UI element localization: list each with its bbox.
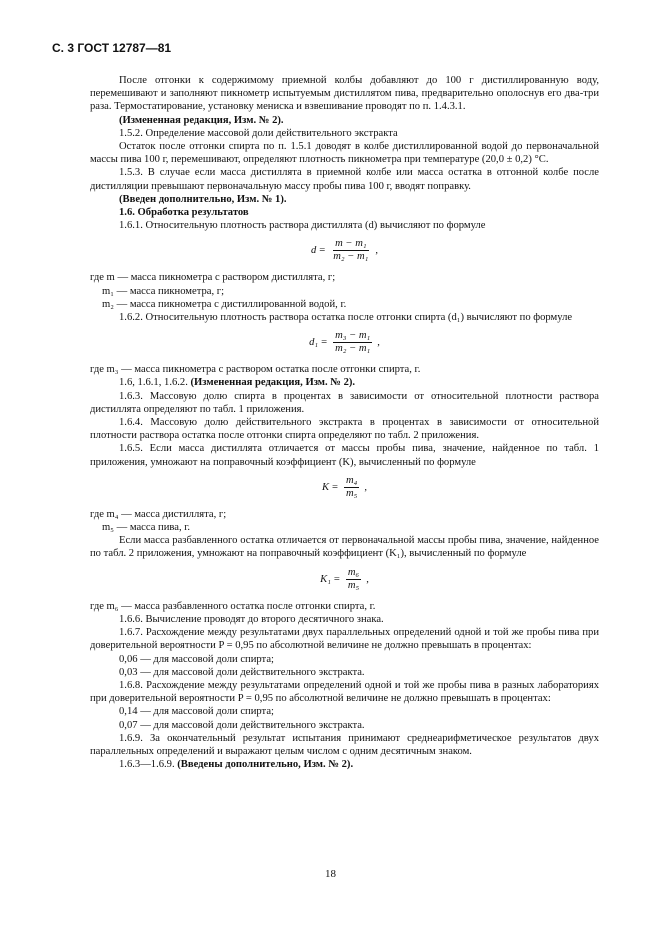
formula-k (90, 475, 599, 500)
section-1-6-5: 1.6.5. Если масса дистиллята отличается от массы пробы пива, значение, найденное по табл. 1 приложения, умножают на поправочный коэффициент (K), вычисленный по формуле (90, 443, 599, 468)
paragraph-diluted-residue: Если масса разбавленного остатка отличается от первоначальной массы пробы пива, значение, найденное по табл. 2 приложения, умножают на поправочный коэффициент (K₁), вычисленный по формуле (90, 535, 599, 560)
formula-equals: = (333, 573, 340, 585)
section-1-6-8: 1.6.8. Расхождение между результатами определений одной и той же пробы пива в разных лабораториях при доверительной вероятности P = 0,95 по абсолютной величине не должно превышать в процентах: (90, 679, 599, 705)
legend-m2: m₂ — масса пикнометра с дистиллированной водой, г. (102, 298, 347, 310)
formula-trail: , (364, 481, 368, 493)
page-header: С. 3 ГОСТ 12787—81 (52, 41, 172, 55)
section-1-6-9: 1.6.9. За окончательный результат испытания принимают среднеарифметическое результатов двух параллельных определений и выражают целым числом с одним десятичным знаком. (90, 732, 599, 757)
paragraph-distillate: После отгонки к содержимому приемной колбы добавляют до 100 г дистиллированную воду, перемешивают и заполняют пикнометр испытуемым дистиллятом пива, предварительно ополоснув его два-три раза. Термостатирование, установку мениска и взвешивание проводят по п. 1.4.3.1. (90, 75, 599, 113)
amendment-note: 1.6.3—1.6.9. (Введены дополнительно, Изм. № 2). (119, 759, 354, 771)
formula-denominator: m₅ (347, 579, 360, 591)
tolerance-item: 0,14 — для массовой доли спирта; (119, 706, 274, 718)
formula-numerator: m − m₁ (335, 238, 367, 250)
tolerance-item: 0,06 — для массовой доли спирта; (119, 653, 274, 665)
formula-trail: , (375, 245, 379, 257)
formula-denominator: m₂ − m₁ (335, 343, 371, 355)
formula-trail: , (377, 337, 380, 349)
amendment-note: 1.6, 1.6.1, 1.6.2. (Измененная редакция, Изм. № 2). (119, 377, 356, 389)
legend-m5: m₅ — масса пива, г. (102, 522, 191, 534)
formula-lhs: d₁ (309, 337, 319, 349)
section-1-6-3: 1.6.3. Массовую долю спирта в процентах в зависимости от относительной плотности раствора дистиллята определяют по табл. 1 приложения. (90, 390, 599, 415)
formula-equals: = (332, 481, 339, 493)
amendment-note: (Введен дополнительно, Изм. № 1). (119, 193, 287, 205)
formula-fraction (331, 238, 370, 263)
section-1-6-4: 1.6.4. Массовую долю действительного экстракта в процентах в зависимости от относительной плотности раствора остатка после отгонки спирта определяют по табл. 2 приложения. (90, 417, 599, 442)
formula-lhs: K (321, 481, 330, 493)
tolerance-item: 0,07 — для массовой доли действительного экстракта. (119, 719, 365, 731)
formula-fraction (346, 567, 361, 592)
amendment-note: (Измененная редакция, Изм. № 2). (119, 114, 284, 126)
formula-denominator: m₂ − m₁ (333, 251, 369, 263)
paragraph-residue: Остаток после отгонки спирта по п. 1.5.1 доводят в колбе дистиллированной водой до первоначальной массы пива 100 г, перемешивают, определяют плотность пикнометра при температуре (20,0 ± 0,2) °С. (90, 141, 599, 166)
formula-trail: , (366, 573, 369, 585)
formula-d1 (90, 330, 599, 355)
legend-m4: где m₄ — масса дистиллята, г; (90, 508, 227, 520)
tolerance-item: 0,03 — для массовой доли действительного экстракта. (119, 666, 365, 678)
section-1-6-7: 1.6.7. Расхождение между результатами двух параллельных определений одной и той же пробы пива при доверительной вероятности P = 0,95 по абсолютной величине не должно превышать в процентах: (90, 627, 599, 652)
legend-m: где m — масса пикнометра с раствором дистиллята, г; (90, 272, 336, 284)
formula-lhs: d (310, 245, 317, 257)
formula-fraction (333, 330, 372, 355)
section-1-6-1: 1.6.1. Относительную плотность раствора дистиллята (d) вычисляют по формуле (119, 220, 486, 232)
body-text (90, 74, 599, 771)
formula-numerator: m₆ (347, 566, 360, 578)
formula-fraction (344, 475, 359, 500)
formula-numerator: m₃ − m₁ (335, 330, 371, 342)
formula-k1 (90, 567, 599, 592)
section-1-6-2: 1.6.2. Относительную плотность раствора остатка после отгонки спирта (d₁) вычисляют по формуле (119, 312, 573, 324)
legend-m1: m₁ — масса пикнометра, г; (102, 285, 225, 297)
legend-m6: где m₆ — масса разбавленного остатка после отгонки спирта, г. (90, 600, 376, 612)
formula-equals: = (319, 245, 326, 257)
formula-lhs: K₁ (320, 573, 331, 585)
section-1-6-6: 1.6.6. Вычисление проводят до второго десятичного знака. (119, 613, 384, 625)
section-1-5-3: 1.5.3. В случае если масса дистиллята в приемной колбе или масса остатка в отгонной колбе после дистилляции превышают первоначальную массу пробы пива 100 г, вводят поправку. (90, 167, 599, 192)
formula-numerator: m₄ (346, 474, 358, 486)
section-1-5-2-heading: 1.5.2. Определение массовой доли действительного экстракта (119, 127, 398, 139)
formula-denominator: m₅ (346, 487, 358, 499)
section-1-6-heading: 1.6. Обработка результатов (119, 207, 249, 219)
legend-m3: где m₃ — масса пикнометра с раствором остатка после отгонки спирта, г. (90, 364, 421, 376)
page-number: 18 (325, 868, 336, 880)
formula-d (90, 238, 599, 263)
formula-equals: = (321, 337, 328, 349)
